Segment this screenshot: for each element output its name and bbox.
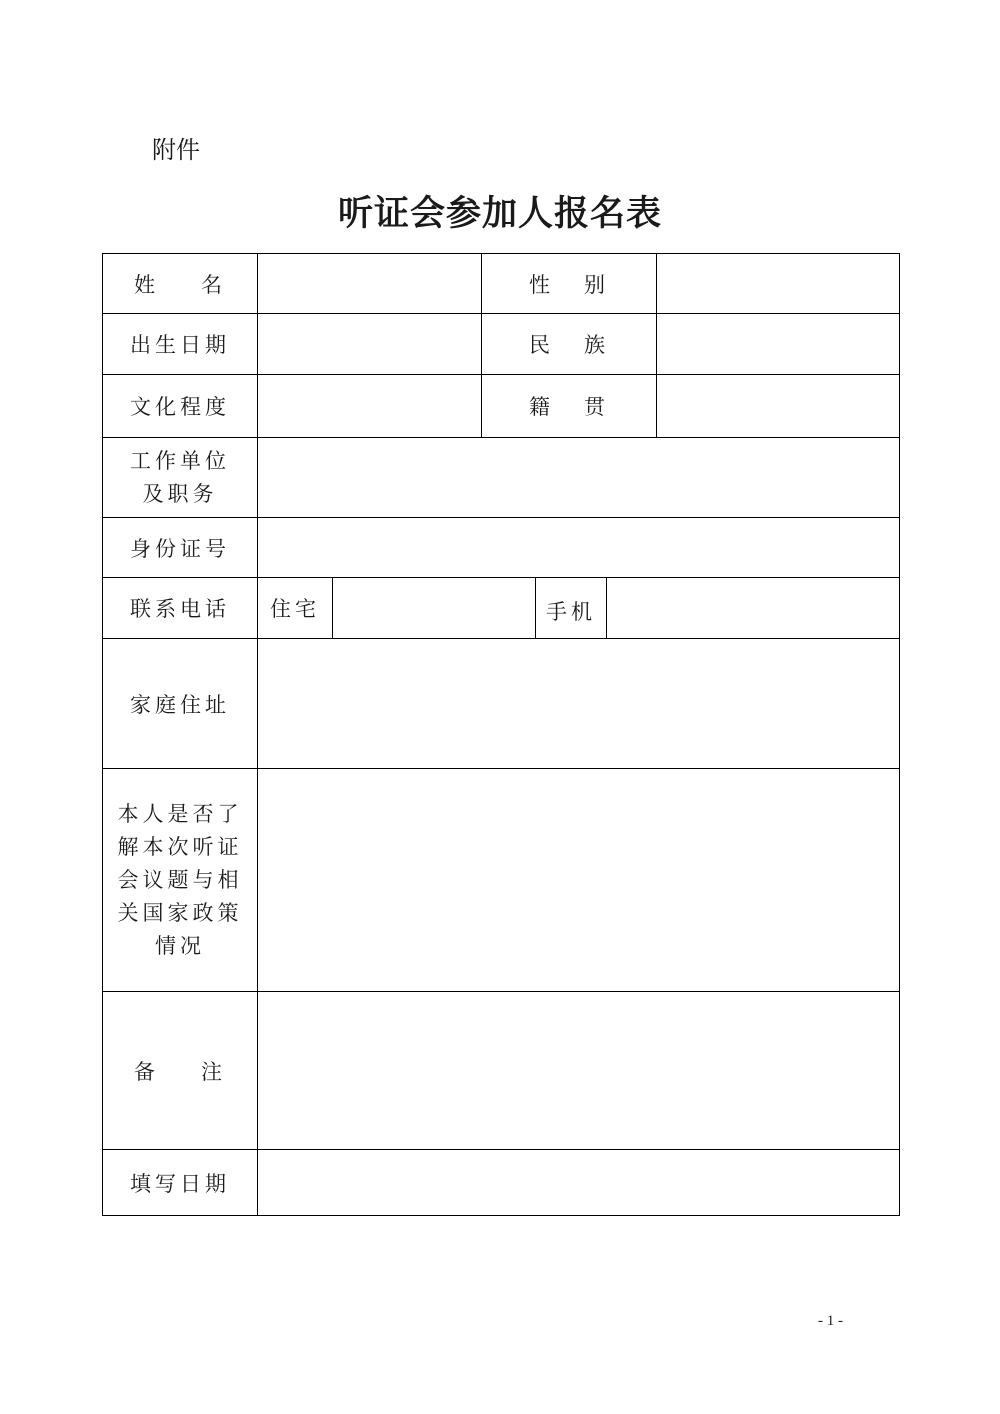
remarks-field[interactable] bbox=[257, 991, 900, 1150]
remarks-label: 备 注 bbox=[102, 991, 258, 1150]
education-label: 文化程度 bbox=[102, 374, 258, 438]
page-number: - 1 - bbox=[818, 1313, 843, 1329]
gender-field[interactable] bbox=[656, 253, 900, 314]
home-phone-field[interactable] bbox=[332, 577, 536, 639]
work-unit-label: 工作单位 及职务 bbox=[102, 437, 258, 518]
work-unit-field[interactable] bbox=[257, 437, 900, 518]
education-field[interactable] bbox=[257, 374, 482, 438]
native-place-label: 籍 贯 bbox=[481, 374, 657, 438]
id-number-label: 身份证号 bbox=[102, 517, 258, 578]
fill-date-field[interactable] bbox=[257, 1149, 900, 1216]
awareness-field[interactable] bbox=[257, 768, 900, 992]
native-place-field[interactable] bbox=[656, 374, 900, 438]
attachment-label: 附件 bbox=[152, 136, 200, 164]
form-title: 听证会参加人报名表 bbox=[337, 193, 662, 234]
name-field[interactable] bbox=[257, 253, 482, 314]
gender-label: 性 别 bbox=[481, 253, 657, 314]
awareness-label: 本人是否了 解本次听证 会议题与相 关国家政策 情况 bbox=[102, 768, 258, 992]
address-label: 家庭住址 bbox=[102, 638, 258, 769]
mobile-label: 手机 bbox=[535, 577, 607, 639]
address-field[interactable] bbox=[257, 638, 900, 769]
birth-date-label: 出生日期 bbox=[102, 313, 258, 375]
mobile-field[interactable] bbox=[606, 577, 900, 639]
fill-date-label: 填写日期 bbox=[102, 1149, 258, 1216]
name-label: 姓 名 bbox=[102, 253, 258, 314]
ethnicity-field[interactable] bbox=[656, 313, 900, 375]
phone-label: 联系电话 bbox=[102, 577, 258, 639]
home-phone-label: 住宅 bbox=[257, 577, 333, 639]
birth-date-field[interactable] bbox=[257, 313, 482, 375]
ethnicity-label: 民 族 bbox=[481, 313, 657, 375]
id-number-field[interactable] bbox=[257, 517, 900, 578]
